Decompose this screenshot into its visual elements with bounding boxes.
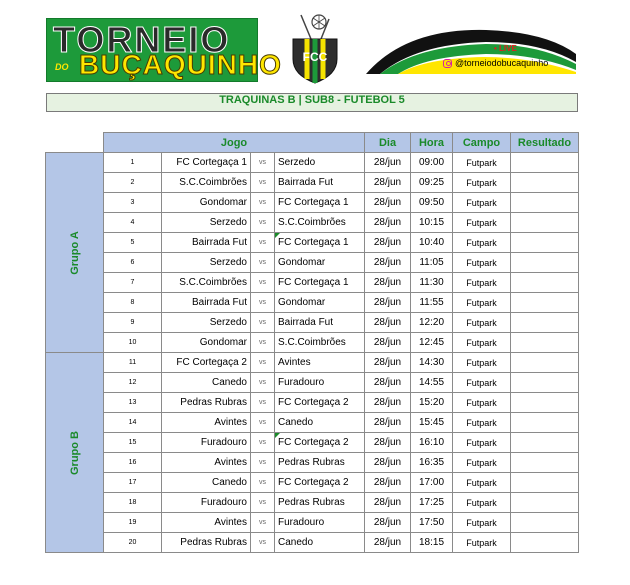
vs-label: vs [251,193,275,213]
away-team: FC Cortegaça 2 [275,433,365,453]
game-result[interactable] [511,333,579,353]
home-team: FC Cortegaça 2 [162,353,251,373]
away-team: S.C.Coimbrões [275,333,365,353]
away-team: Pedras Rubras [275,493,365,513]
away-team: Serzedo [275,153,365,173]
game-result[interactable] [511,313,579,333]
away-team: FC Cortegaça 2 [275,473,365,493]
table-row [46,413,579,433]
home-team: Serzedo [162,253,251,273]
header-resultado: Resultado [511,133,579,153]
club-crest-icon [287,13,343,85]
game-date: 28/jun [365,253,411,273]
game-result[interactable] [511,513,579,533]
vs-label: vs [251,173,275,193]
game-time: 09:00 [411,153,453,173]
game-result[interactable] [511,253,579,273]
instagram-handle-text: @torneiodobucaquinho [455,58,549,68]
game-time: 12:45 [411,333,453,353]
game-number: 7 [104,273,162,293]
table-row [46,193,579,213]
away-team: FC Cortegaça 1 [275,193,365,213]
home-team: Canedo [162,373,251,393]
game-date: 28/jun [365,193,411,213]
table-row [46,393,579,413]
table-row [46,293,579,313]
crest-letters: FCC [302,50,328,64]
game-number: 18 [104,493,162,513]
logo-title-do: DO [55,62,69,72]
game-field: Futpark [453,513,511,533]
game-result[interactable] [511,413,579,433]
away-team: Bairrada Fut [275,173,365,193]
away-team: Furadouro [275,513,365,533]
game-time: 14:30 [411,353,453,373]
table-row [46,513,579,533]
game-number: 17 [104,473,162,493]
vs-label: vs [251,473,275,493]
table-row [46,173,579,193]
game-number: 20 [104,533,162,553]
away-team: Gondomar [275,293,365,313]
game-date: 28/jun [365,493,411,513]
game-number: 1 [104,153,162,173]
game-date: 28/jun [365,373,411,393]
game-field: Futpark [453,373,511,393]
home-team: Gondomar [162,193,251,213]
home-team: Pedras Rubras [162,533,251,553]
home-team: Bairrada Fut [162,233,251,253]
home-team: S.C.Coimbrões [162,173,251,193]
table-row [46,273,579,293]
game-number: 10 [104,333,162,353]
home-team: Avintes [162,513,251,533]
vs-label: vs [251,253,275,273]
table-row [46,353,579,373]
away-team: FC Cortegaça 2 [275,393,365,413]
game-result[interactable] [511,353,579,373]
table-row [46,233,579,253]
away-team: S.C.Coimbrões [275,213,365,233]
game-time: 17:50 [411,513,453,533]
vs-label: vs [251,233,275,253]
home-team: Pedras Rubras [162,393,251,413]
vs-label: vs [251,153,275,173]
home-team: Furadouro [162,433,251,453]
header-hora: Hora [411,133,453,153]
table-row [46,373,579,393]
schedule-table [45,132,579,553]
table-row [46,313,579,333]
table-row [46,453,579,473]
group-label: Grupo A [68,230,81,275]
vs-label: vs [251,433,275,453]
instagram-handle[interactable] [443,58,548,68]
game-date: 28/jun [365,153,411,173]
table-row [46,493,579,513]
game-date: 28/jun [365,353,411,373]
logo-title-line2: BUÇAQUINHO [79,49,282,80]
vs-label: vs [251,393,275,413]
game-time: 11:55 [411,293,453,313]
away-team: FC Cortegaça 1 [275,233,365,253]
game-result[interactable] [511,473,579,493]
game-date: 28/jun [365,413,411,433]
vs-label: vs [251,533,275,553]
header-jogo: Jogo [104,133,365,153]
game-date: 28/jun [365,233,411,253]
home-team: Avintes [162,453,251,473]
game-field: Futpark [453,213,511,233]
game-number: 15 [104,433,162,453]
game-time: 17:25 [411,493,453,513]
game-time: 15:45 [411,413,453,433]
game-result[interactable] [511,533,579,553]
away-team: Avintes [275,353,365,373]
vs-label: vs [251,353,275,373]
home-team: Gondomar [162,333,251,353]
vs-label: vs [251,333,275,353]
home-team: FC Cortegaça 1 [162,153,251,173]
game-date: 28/jun [365,473,411,493]
game-result[interactable] [511,453,579,473]
game-time: 10:40 [411,233,453,253]
game-time: 12:20 [411,313,453,333]
group-label-cell [46,353,104,553]
game-date: 28/jun [365,173,411,193]
vs-label: vs [251,493,275,513]
game-number: 3 [104,193,162,213]
game-number: 9 [104,313,162,333]
game-result[interactable] [511,433,579,453]
game-time: 14:55 [411,373,453,393]
away-team: FC Cortegaça 1 [275,273,365,293]
table-row [46,253,579,273]
game-result[interactable] [511,493,579,513]
game-time: 10:15 [411,213,453,233]
home-team: Canedo [162,473,251,493]
home-team: S.C.Coimbrões [162,273,251,293]
away-team: Bairrada Fut [275,313,365,333]
header-dia: Dia [365,133,411,153]
away-team: Furadouro [275,373,365,393]
vs-label: vs [251,273,275,293]
vs-label: vs [251,373,275,393]
game-time: 16:35 [411,453,453,473]
game-time: 15:20 [411,393,453,413]
game-field: Futpark [453,433,511,453]
game-result[interactable] [511,233,579,253]
game-field: Futpark [453,353,511,373]
game-result[interactable] [511,213,579,233]
game-time: 11:30 [411,273,453,293]
vs-label: vs [251,213,275,233]
game-field: Futpark [453,233,511,253]
table-header-row [46,133,579,153]
game-field: Futpark [453,493,511,513]
game-number: 11 [104,353,162,373]
game-date: 28/jun [365,393,411,413]
game-date: 28/jun [365,293,411,313]
game-time: 09:50 [411,193,453,213]
game-field: Futpark [453,253,511,273]
game-time: 18:15 [411,533,453,553]
game-field: Futpark [453,173,511,193]
logo-title-line1: TORNEIO [53,19,231,60]
table-row [46,533,579,553]
table-row [46,153,579,173]
game-date: 28/jun [365,533,411,553]
vs-label: vs [251,413,275,433]
game-number: 6 [104,253,162,273]
group-label-cell [46,153,104,353]
game-number: 13 [104,393,162,413]
game-field: Futpark [453,473,511,493]
game-number: 16 [104,453,162,473]
game-date: 28/jun [365,313,411,333]
game-time: 17:00 [411,473,453,493]
game-time: 09:25 [411,173,453,193]
instagram-icon [443,59,452,68]
away-team: Pedras Rubras [275,453,365,473]
away-team: Canedo [275,413,365,433]
game-result[interactable] [511,373,579,393]
vs-label: vs [251,313,275,333]
game-number: 14 [104,413,162,433]
game-result[interactable] [511,393,579,413]
game-time: 16:10 [411,433,453,453]
game-number: 5 [104,233,162,253]
vs-label: vs [251,513,275,533]
game-field: Futpark [453,313,511,333]
game-field: Futpark [453,153,511,173]
game-number: 2 [104,173,162,193]
game-date: 28/jun [365,513,411,533]
game-result[interactable] [511,173,579,193]
live-label: • LIVE [494,44,517,53]
game-number: 12 [104,373,162,393]
home-team: Furadouro [162,493,251,513]
game-time: 11:05 [411,253,453,273]
game-date: 28/jun [365,213,411,233]
game-field: Futpark [453,413,511,433]
game-field: Futpark [453,393,511,413]
table-row [46,473,579,493]
game-result[interactable] [511,293,579,313]
away-team: Gondomar [275,253,365,273]
group-label: Grupo B [68,430,81,475]
game-result[interactable] [511,273,579,293]
game-field: Futpark [453,273,511,293]
tournament-logo [46,18,282,82]
home-team: Bairrada Fut [162,293,251,313]
game-number: 8 [104,293,162,313]
home-team: Serzedo [162,213,251,233]
header-spacer [46,133,104,153]
game-field: Futpark [453,293,511,313]
vs-label: vs [251,453,275,473]
game-field: Futpark [453,453,511,473]
game-date: 28/jun [365,333,411,353]
game-result[interactable] [511,193,579,213]
home-team: Avintes [162,413,251,433]
game-field: Futpark [453,333,511,353]
game-number: 4 [104,213,162,233]
game-field: Futpark [453,193,511,213]
game-number: 19 [104,513,162,533]
game-date: 28/jun [365,453,411,473]
table-row [46,433,579,453]
home-team: Serzedo [162,313,251,333]
header-campo: Campo [453,133,511,153]
table-row [46,333,579,353]
game-date: 28/jun [365,433,411,453]
vs-label: vs [251,293,275,313]
table-row [46,213,579,233]
schedule-body [46,153,579,553]
away-team: Canedo [275,533,365,553]
category-title: TRAQUINAS B | SUB8 - FUTEBOL 5 [46,93,578,112]
game-date: 28/jun [365,273,411,293]
game-result[interactable] [511,153,579,173]
game-field: Futpark [453,533,511,553]
